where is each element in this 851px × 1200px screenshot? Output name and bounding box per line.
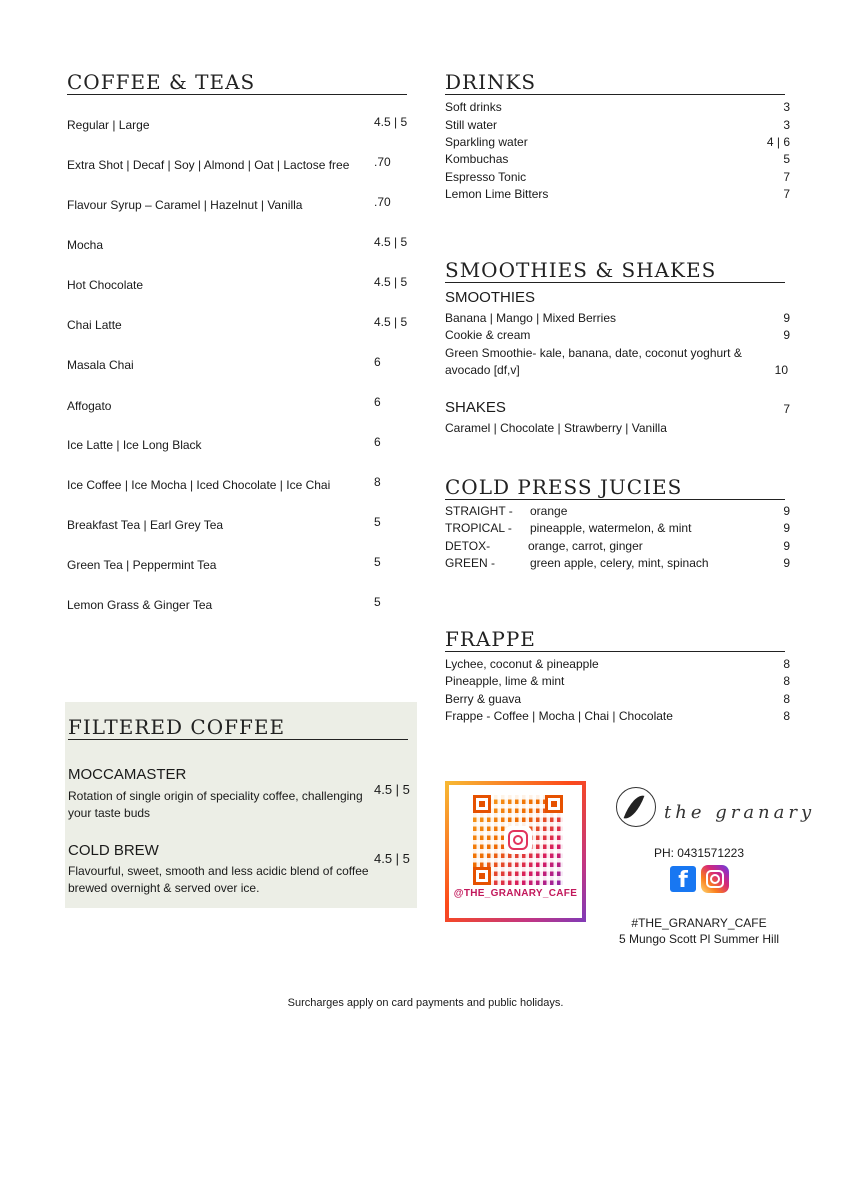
surcharge-note: Surcharges apply on card payments and public holidays. <box>287 997 564 1009</box>
item-name: Frappe - Coffee | Mocha | Chai | Chocolate <box>445 709 673 723</box>
list-item <box>67 277 143 295</box>
qr-finder <box>545 795 563 813</box>
item-price: 4.5 | 5 <box>374 235 408 249</box>
list-item <box>67 597 212 615</box>
cold-brew-price: 4.5 | 5 <box>374 851 410 866</box>
item-name: Cookie & cream <box>445 328 531 342</box>
item-price: 6 <box>374 355 381 369</box>
item-name: Ice Latte | Ice Long Black <box>67 438 202 452</box>
coffee-teas-heading: COFFEE & TEAS <box>67 71 407 95</box>
moccamaster-desc-line1: Rotation of single origin of speciality coffee, challenging <box>68 789 363 803</box>
item-price: 5 <box>783 152 790 166</box>
item-price: 8 <box>783 692 790 706</box>
instagram-icon <box>504 826 532 854</box>
smoothies-shakes-heading: SMOOTHIES & SHAKES <box>445 259 785 283</box>
drinks-heading: DRINKS <box>445 71 785 95</box>
qr-handle-label: @THE_GRANARY_CAFE <box>453 888 578 899</box>
list-item <box>445 310 616 328</box>
facebook-icon[interactable]: f <box>670 866 696 892</box>
shakes-price: 7 <box>783 402 790 416</box>
item-price: 6 <box>374 435 381 449</box>
item-name: Mocha <box>67 238 104 252</box>
list-item <box>67 517 223 535</box>
green-smoothie-price: 10 <box>774 363 788 377</box>
address: 5 Mungo Scott Pl Summer Hill <box>618 932 780 946</box>
item-name: Regular | Large <box>67 118 150 132</box>
item-price: 8 <box>783 709 790 723</box>
list-item <box>67 398 111 416</box>
juice-desc: green apple, celery, mint, spinach <box>530 556 709 570</box>
item-price: 4 | 6 <box>766 135 790 149</box>
item-price: 9 <box>783 328 790 342</box>
list-item <box>67 357 134 375</box>
cold-brew-desc-line1: Flavourful, sweet, smooth and less acidic blend of coffee <box>68 864 369 878</box>
item-name: Flavour Syrup – Caramel | Hazelnut | Vanilla <box>67 198 303 212</box>
item-name: Lemon Lime Bitters <box>445 187 549 201</box>
item-price: 4.5 | 5 <box>374 115 408 129</box>
cold-brew-desc-line2: brewed overnight & served over ice. <box>68 881 260 895</box>
item-name: Soft drinks <box>445 100 502 114</box>
item-name: Extra Shot | Decaf | Soy | Almond | Oat | Lactose free <box>67 158 350 172</box>
item-price: 9 <box>783 504 790 518</box>
list-item <box>67 157 349 175</box>
item-price: 4.5 | 5 <box>374 275 408 289</box>
list-item <box>445 186 548 204</box>
item-name: Espresso Tonic <box>445 170 527 184</box>
item-price: 5 <box>374 555 381 569</box>
filtered-coffee-panel <box>65 702 417 908</box>
item-name: Pineapple, lime & mint <box>445 674 565 688</box>
item-price: .70 <box>374 155 391 169</box>
shakes-flavours: Caramel | Chocolate | Strawberry | Vanilla <box>445 421 667 435</box>
item-price: .70 <box>374 195 391 209</box>
item-price: 5 <box>374 515 381 529</box>
item-price: 6 <box>374 395 381 409</box>
item-name: Lemon Grass & Ginger Tea <box>67 598 213 612</box>
juice-name: TROPICAL - <box>445 521 512 535</box>
juice-desc: orange, carrot, ginger <box>528 539 643 553</box>
item-name: Ice Coffee | Ice Mocha | Iced Chocolate | Ice Chai <box>67 478 331 492</box>
list-item <box>445 169 526 187</box>
instagram-qr-card[interactable] <box>445 781 586 922</box>
cold-press-heading: COLD PRESS JUCIES <box>445 476 785 500</box>
list-item <box>67 197 302 215</box>
frappe-heading: FRAPPE <box>445 628 785 652</box>
filtered-coffee-heading: FILTERED COFFEE <box>68 716 408 740</box>
item-price: 8 <box>783 674 790 688</box>
list-item <box>445 99 502 117</box>
list-item <box>445 708 673 726</box>
item-price: 3 <box>783 118 790 132</box>
brand-logo <box>616 787 816 832</box>
juice-name: GREEN - <box>445 556 496 570</box>
moccamaster-title: MOCCAMASTER <box>68 766 187 783</box>
list-item <box>67 557 216 575</box>
item-name: Sparkling water <box>445 135 528 149</box>
phone-number: PH: 0431571223 <box>653 846 745 860</box>
list-item <box>67 437 202 455</box>
item-price: 9 <box>783 539 790 553</box>
instagram-icon[interactable] <box>701 865 729 893</box>
item-name: Kombuchas <box>445 152 509 166</box>
item-price: 7 <box>783 170 790 184</box>
qr-finder <box>473 867 491 885</box>
list-item <box>67 237 103 255</box>
moccamaster-price: 4.5 | 5 <box>374 782 410 797</box>
item-name: Green Tea | Peppermint Tea <box>67 558 217 572</box>
list-item <box>67 117 150 135</box>
item-price: 3 <box>783 100 790 114</box>
item-name: Breakfast Tea | Earl Grey Tea <box>67 518 224 532</box>
green-smoothie-line2: avocado [df,v] <box>445 363 520 377</box>
item-name: Still water <box>445 118 498 132</box>
list-item <box>445 691 521 709</box>
list-item <box>67 477 330 495</box>
item-price: 4.5 | 5 <box>374 315 408 329</box>
list-item <box>67 317 122 335</box>
moccamaster-desc-line2: your taste buds <box>68 806 151 820</box>
smoothies-label: SMOOTHIES <box>445 289 536 306</box>
item-price: 5 <box>374 595 381 609</box>
item-price: 7 <box>783 187 790 201</box>
qr-finder <box>473 795 491 813</box>
item-price: 9 <box>783 521 790 535</box>
shakes-label: SHAKES <box>445 399 506 416</box>
item-name: Masala Chai <box>67 358 134 372</box>
cold-brew-title: COLD BREW <box>68 842 159 859</box>
list-item <box>445 327 530 345</box>
hashtag: #THE_GRANARY_CAFE <box>631 916 767 930</box>
item-name: Hot Chocolate <box>67 278 144 292</box>
item-name: Lychee, coconut & pineapple <box>445 657 599 671</box>
list-item <box>445 117 497 135</box>
feather-logo-icon <box>616 787 656 827</box>
item-price: 9 <box>783 311 790 325</box>
juice-desc: pineapple, watermelon, & mint <box>530 521 692 535</box>
list-item <box>445 151 508 169</box>
item-name: Chai Latte <box>67 318 122 332</box>
green-smoothie-line1: Green Smoothie- kale, banana, date, coconut yoghurt & <box>445 346 742 360</box>
item-price: 8 <box>374 475 381 489</box>
brand-name: the granary <box>664 802 816 823</box>
item-price: 9 <box>783 556 790 570</box>
item-name: Affogato <box>67 399 112 413</box>
list-item <box>445 673 564 691</box>
list-item <box>445 134 528 152</box>
juice-name: DETOX- <box>445 539 491 553</box>
juice-desc: orange <box>530 504 568 518</box>
juice-name: STRAIGHT - <box>445 504 513 518</box>
item-price: 8 <box>783 657 790 671</box>
item-name: Berry & guava <box>445 692 522 706</box>
list-item <box>445 656 599 674</box>
item-name: Banana | Mango | Mixed Berries <box>445 311 616 325</box>
